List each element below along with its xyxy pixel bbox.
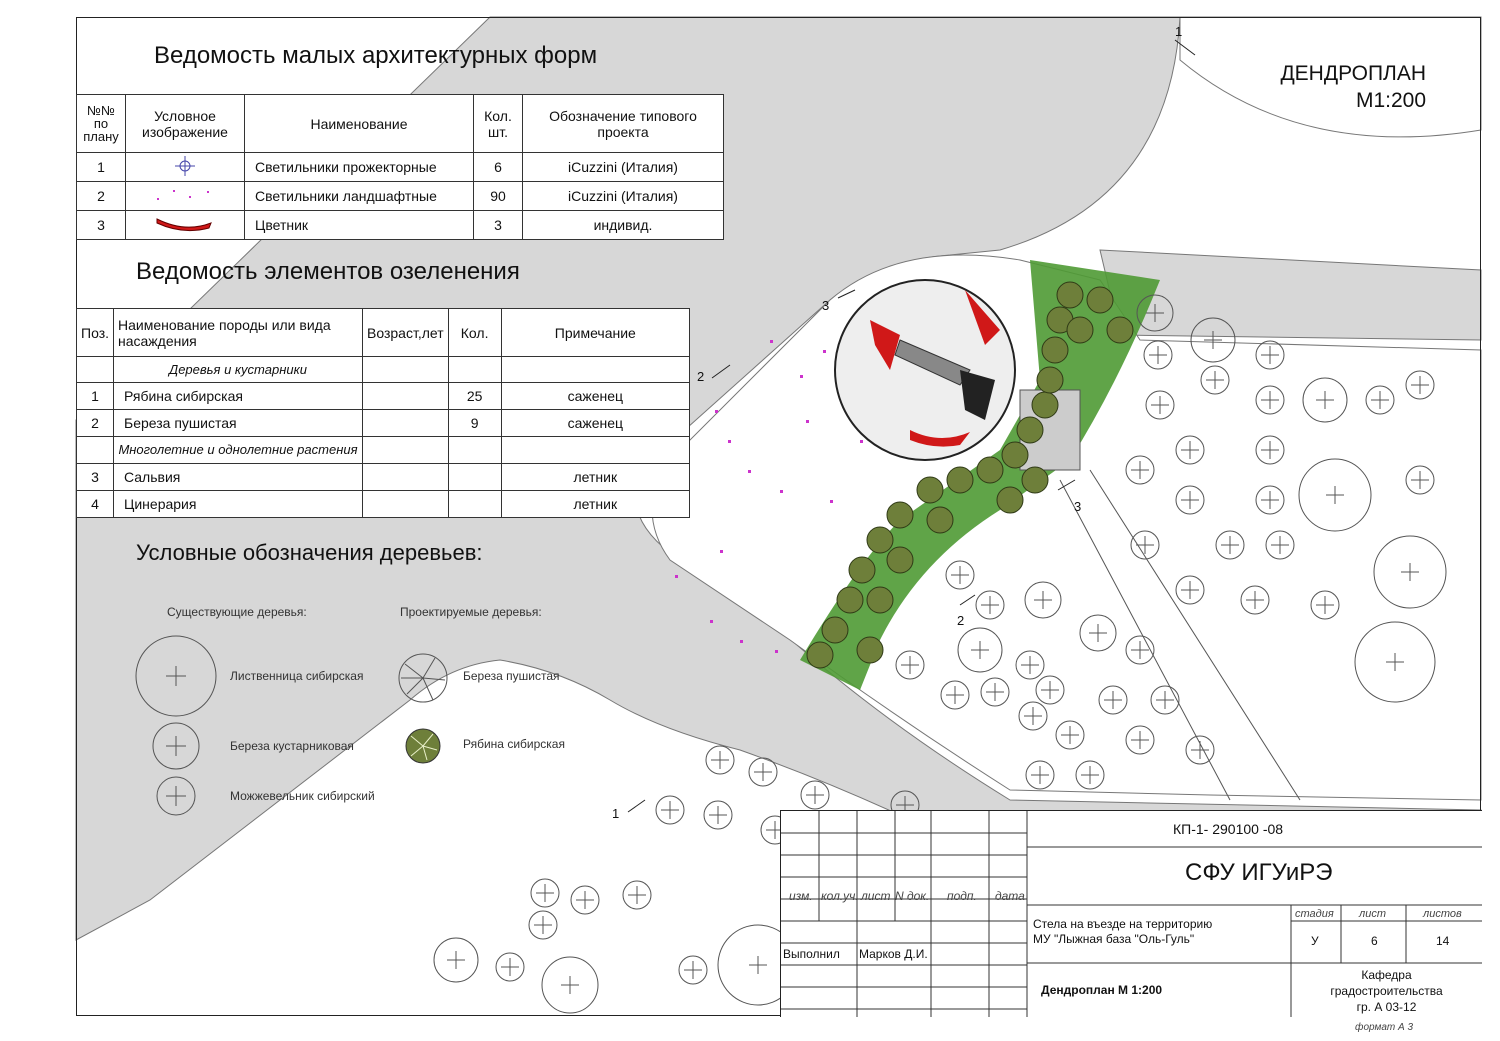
- dept-line1: Кафедра: [1361, 968, 1412, 982]
- green-cell-age: [363, 464, 449, 491]
- dept-line3: гр. А 03-12: [1356, 1000, 1417, 1014]
- maf-header-project: Обозначение типового проекта: [523, 95, 724, 153]
- legend-projected-symbols: [395, 650, 455, 770]
- green-row: [77, 464, 690, 491]
- green-section-plants: Многолетние и однолетние растения: [114, 437, 363, 464]
- legend-existing-symbols: [130, 630, 230, 820]
- maf-header-qty: Кол. шт.: [474, 95, 523, 153]
- maf-cell-num: 1: [77, 153, 126, 182]
- sheet-label: лист: [1359, 908, 1386, 920]
- spotlight-symbol-icon: [126, 153, 245, 182]
- rowan-symbol-icon: [406, 729, 440, 763]
- section-mark-3-right: 3: [1074, 499, 1082, 514]
- green-cell-note: саженец: [501, 383, 689, 410]
- green-table: [76, 308, 690, 518]
- sheet-name: Дендроплан М 1:200: [1041, 983, 1163, 997]
- drawing-title-name: ДЕНДРОПЛАН: [1280, 62, 1426, 85]
- green-cell-pos: 2: [77, 410, 114, 437]
- maf-row: [77, 211, 724, 240]
- green-cell-pos: 3: [77, 464, 114, 491]
- green-cell-pos: 1: [77, 383, 114, 410]
- section-mark-3-left: 3: [822, 298, 830, 313]
- maf-row: [77, 153, 724, 182]
- green-table-title: Ведомость элементов озеленения: [136, 258, 520, 285]
- project-name-line2: МУ "Лыжная база "Оль-Гуль": [1033, 932, 1195, 946]
- landscape-light-dots-icon: [126, 182, 245, 211]
- dept-line2: градостроительства: [1330, 984, 1443, 998]
- maf-cell-qty: 3: [474, 211, 523, 240]
- green-header-name: Наименование породы или вида насаждения: [114, 309, 363, 357]
- legend-projected-header: Проектируемые деревья:: [400, 605, 542, 619]
- green-cell-qty: [448, 464, 501, 491]
- col-ndok: N док.: [895, 889, 930, 903]
- green-cell-age: [363, 491, 449, 518]
- performed-label: Выполнил: [783, 947, 840, 961]
- legend-existing-item: Можжевельник сибирский: [230, 789, 375, 803]
- maf-cell-project: индивид.: [523, 211, 724, 240]
- drawing-title-scale: М1:200: [1355, 89, 1426, 112]
- title-block: [780, 810, 1482, 1017]
- maf-cell-num: 3: [77, 211, 126, 240]
- maf-header-icon: Условное изображение: [126, 95, 245, 153]
- maf-cell-qty: 6: [474, 153, 523, 182]
- maf-cell-name: Светильники ландшафтные: [245, 182, 474, 211]
- performed-name: Марков Д.И.: [859, 947, 928, 961]
- section-mark-2-left: 2: [697, 369, 705, 384]
- green-cell-name: Береза пушистая: [114, 410, 363, 437]
- sheets-label: листов: [1423, 908, 1462, 920]
- maf-row: [77, 182, 724, 211]
- col-izm: изм.: [789, 889, 813, 903]
- green-cell-qty: 25: [448, 383, 501, 410]
- section-mark-1-top: 1: [1175, 24, 1183, 39]
- green-cell-note: летник: [501, 491, 689, 518]
- section-mark-1-bottom: 1: [612, 806, 620, 821]
- green-cell-age: [363, 383, 449, 410]
- legend-projected-item: Береза пушистая: [463, 669, 560, 683]
- col-koluch: кол.уч.: [821, 889, 859, 903]
- legend-existing-item: Береза кустарниковая: [230, 739, 354, 753]
- green-cell-name: Рябина сибирская: [114, 383, 363, 410]
- green-cell-qty: 9: [448, 410, 501, 437]
- legend-existing-item: Лиственница сибирская: [230, 669, 364, 683]
- green-header-qty: Кол.: [448, 309, 501, 357]
- organization-name: СФУ ИГУиРЭ: [1185, 859, 1333, 886]
- birch-symbol-icon: [399, 654, 447, 702]
- project-name-line1: Стела на въезде на территорию: [1033, 917, 1213, 931]
- maf-cell-num: 2: [77, 182, 126, 211]
- tree-legend-title: Условные обозначения деревьев:: [136, 540, 483, 565]
- green-cell-name: Цинерария: [114, 491, 363, 518]
- maf-cell-name: Светильники прожекторные: [245, 153, 474, 182]
- green-cell-name: Сальвия: [114, 464, 363, 491]
- col-data: дата: [995, 889, 1025, 903]
- maf-table-title: Ведомость малых архитектурных форм: [154, 42, 598, 69]
- green-header-pos: Поз.: [77, 309, 114, 357]
- green-cell-pos: 4: [77, 491, 114, 518]
- green-section-trees: Деревья и кустарники: [114, 357, 363, 383]
- project-code: КП-1- 290100 -08: [1173, 821, 1284, 837]
- green-row: [77, 491, 690, 518]
- drawing-title: [1280, 60, 1426, 114]
- green-cell-qty: [448, 491, 501, 518]
- maf-header-name: Наименование: [245, 95, 474, 153]
- green-cell-note: летник: [501, 464, 689, 491]
- stage-value: У: [1311, 934, 1319, 948]
- maf-table: [76, 94, 724, 240]
- sheet-value: 6: [1371, 934, 1378, 948]
- legend-existing-header: Существующие деревья:: [167, 605, 307, 619]
- green-row: [77, 383, 690, 410]
- maf-header-num: №№ по плану: [77, 95, 126, 153]
- green-cell-note: саженец: [501, 410, 689, 437]
- green-header-age: Возраст,лет: [363, 309, 449, 357]
- maf-cell-project: iCuzzini (Италия): [523, 182, 724, 211]
- maf-cell-name: Цветник: [245, 211, 474, 240]
- sheets-value: 14: [1436, 934, 1450, 948]
- flowerbed-red-icon: [126, 211, 245, 240]
- col-list: лист: [861, 889, 891, 903]
- col-podp: подп.: [947, 889, 977, 903]
- maf-cell-project: iCuzzini (Италия): [523, 153, 724, 182]
- green-cell-age: [363, 410, 449, 437]
- maf-cell-qty: 90: [474, 182, 523, 211]
- sheet-format: формат А 3: [1355, 1022, 1414, 1033]
- section-mark-2-bottom: 2: [957, 613, 965, 628]
- legend-projected-item: Рябина сибирская: [463, 737, 565, 751]
- stage-label: стадия: [1295, 908, 1334, 920]
- green-row: [77, 410, 690, 437]
- green-header-note: Примечание: [501, 309, 689, 357]
